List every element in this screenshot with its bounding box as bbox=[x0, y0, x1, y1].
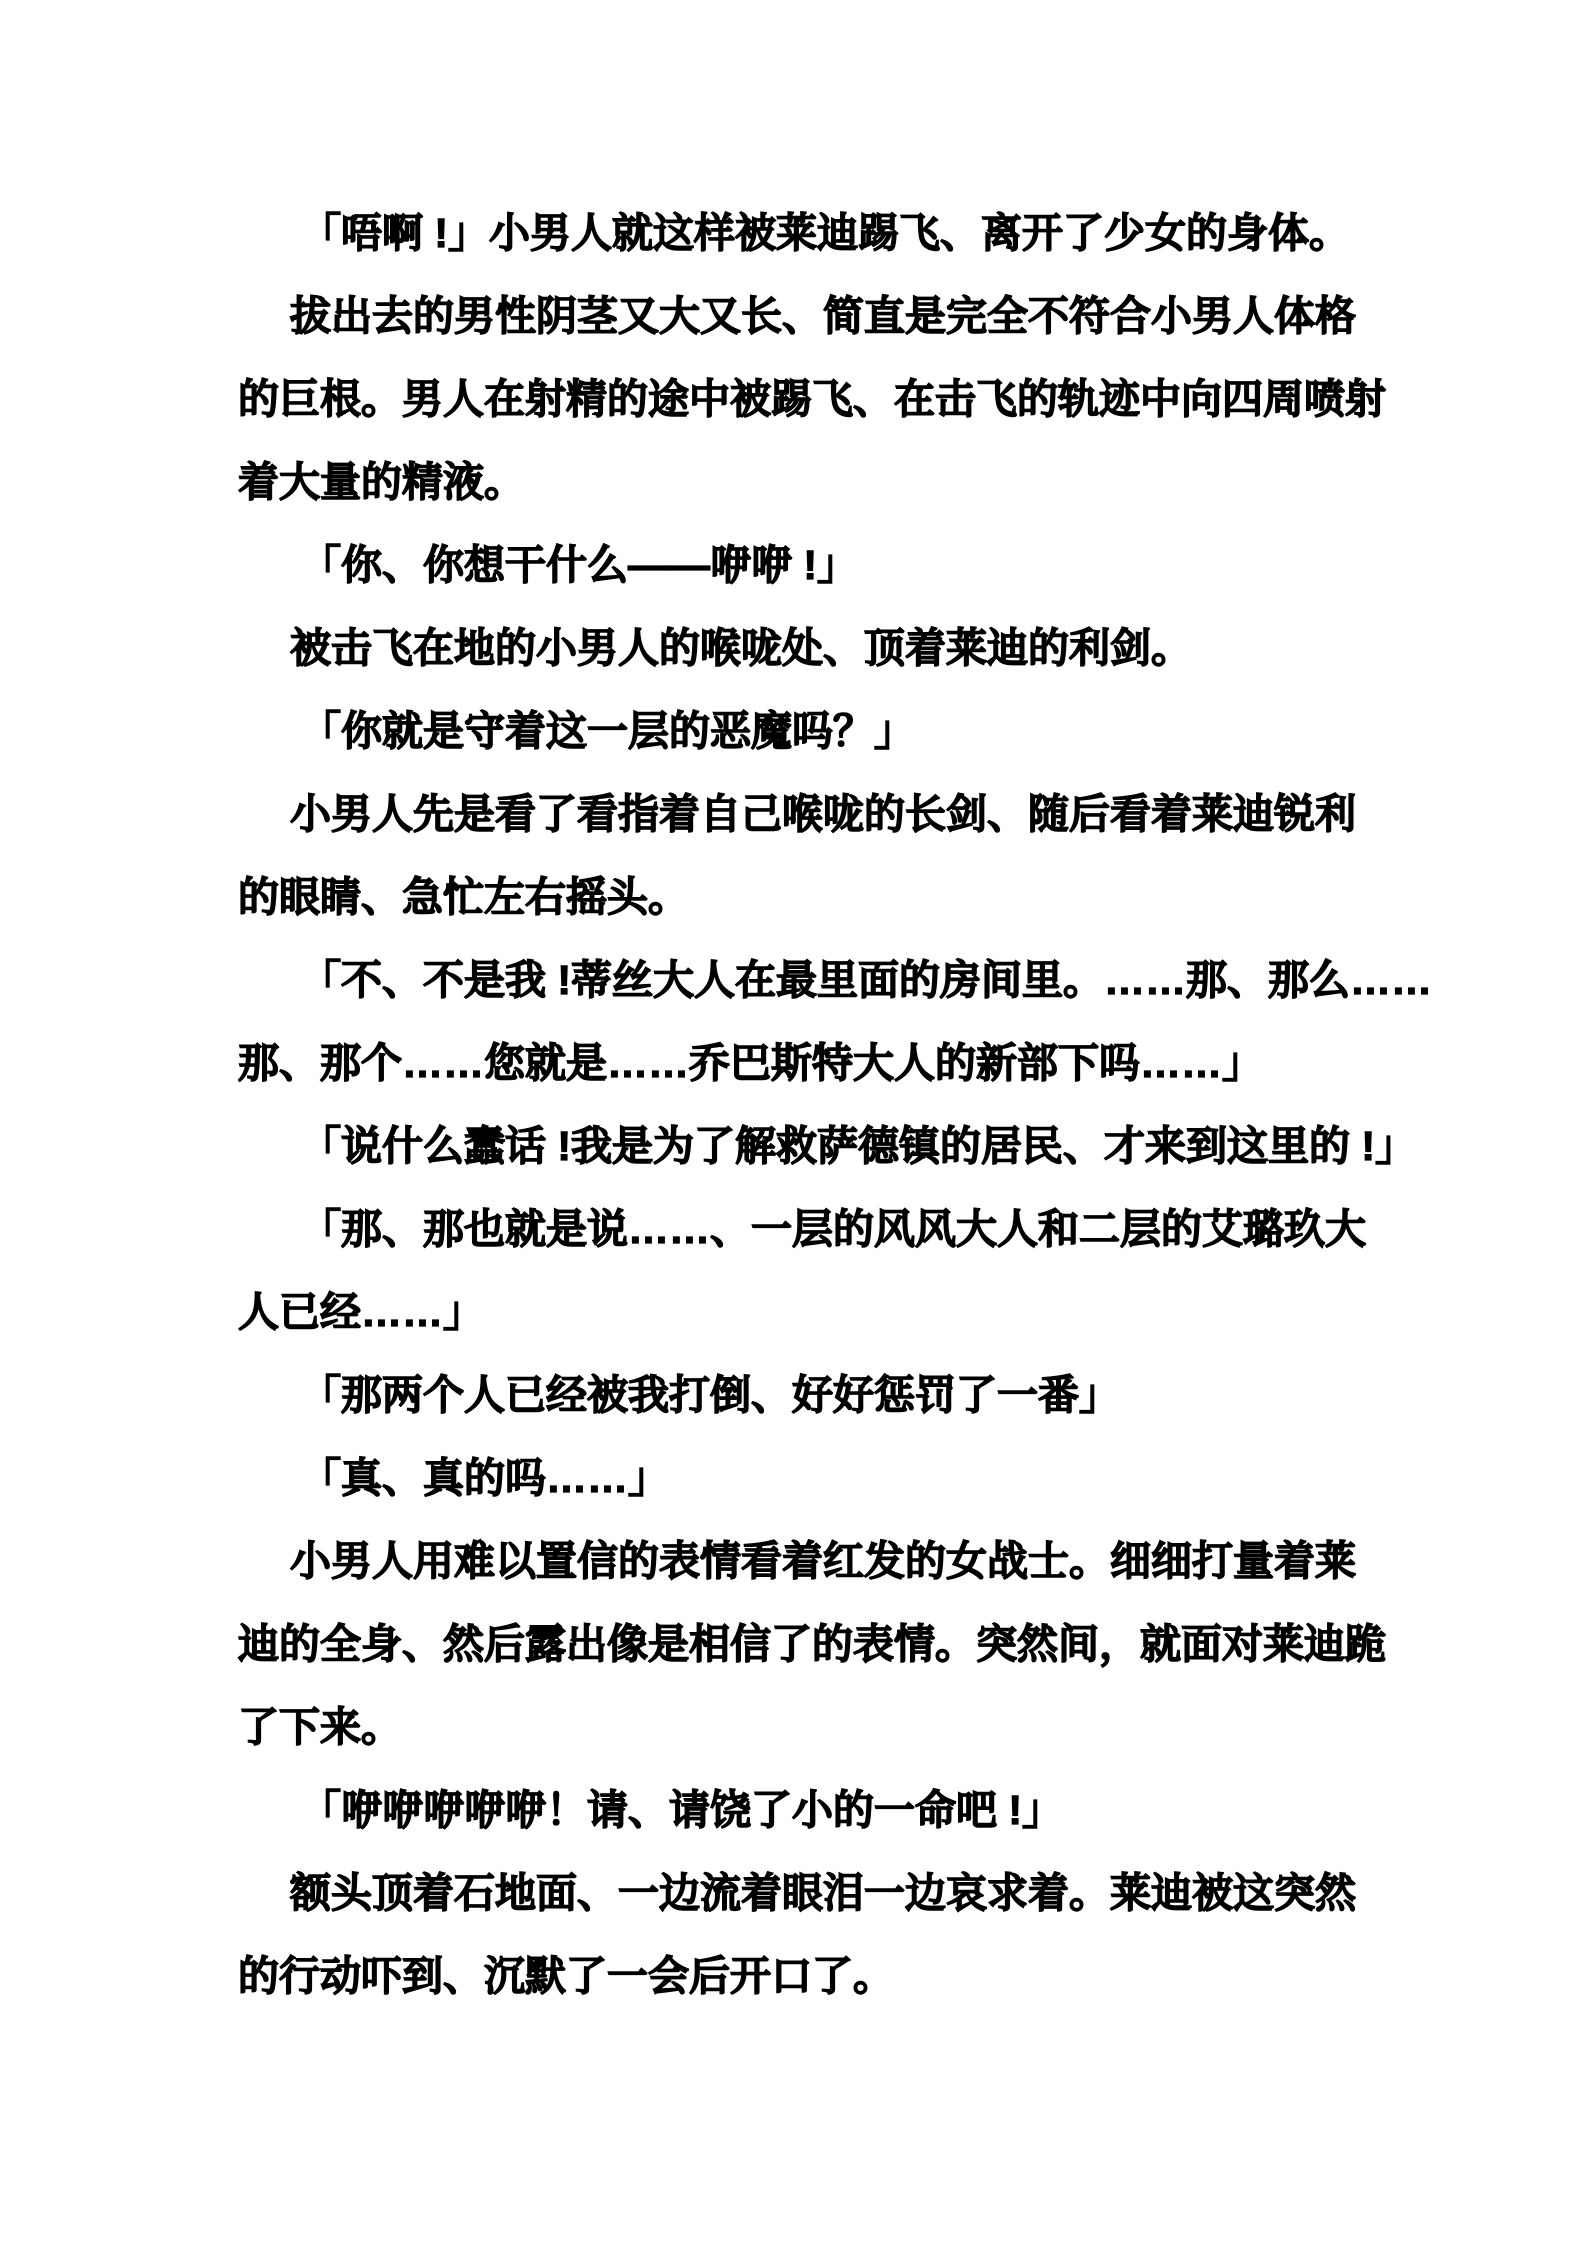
text-line: 的巨根。男人在射精的途中被踢飞、在击飞的轨迹中向四周喷射 bbox=[238, 376, 1386, 422]
text-line: 的眼睛、急忙左右摇头。 bbox=[238, 874, 689, 920]
text-line: 「你就是守着这一层的恶魔吗？」 bbox=[300, 708, 915, 754]
text-line: 「唔啊 !」小男人就这样被莱迪踢飞、离开了少女的身体。 bbox=[300, 210, 1351, 256]
text-line: 小男人用难以置信的表情看着红发的女战士。细细打量着莱 bbox=[290, 1538, 1356, 1584]
text-line: 「真、真的吗……」 bbox=[300, 1455, 669, 1501]
text-line: 小男人先是看了看指着自己喉咙的长剑、随后看着莱迪锐利 bbox=[290, 791, 1356, 837]
text-line: 「那两个人已经被我打倒、好好惩罚了一番」 bbox=[300, 1372, 1120, 1418]
text-line: 了下来。 bbox=[238, 1704, 402, 1750]
text-line: 被击飞在地的小男人的喉咙处、顶着莱迪的利剑。 bbox=[290, 625, 1192, 671]
text-line: 的行动吓到、沉默了一会后开口了。 bbox=[238, 1953, 894, 1999]
text-block bbox=[238, 192, 1438, 2018]
text-line: 拔出去的男性阴茎又大又长、简直是完全不符合小男人体格 bbox=[290, 293, 1356, 339]
text-line: 「不、不是我 !蒂丝大人在最里面的房间里。……那、那么…… bbox=[300, 957, 1433, 1003]
text-line: 「咿咿咿咿咿！请、请饶了小的一命吧 !」 bbox=[300, 1787, 1064, 1833]
text-line: 「那、那也就是说……、一层的风风大人和二层的艾璐玖大 bbox=[300, 1206, 1366, 1252]
text-line: 额头顶着石地面、一边流着眼泪一边哀求着。莱迪被这突然 bbox=[290, 1870, 1356, 1916]
text-line: 那、那个……您就是……乔巴斯特大人的新部下吗……」 bbox=[238, 1040, 1263, 1086]
text-line: 「说什么蠢话 !我是为了解救萨德镇的居民、才来到这里的 !」 bbox=[300, 1123, 1417, 1169]
text-line: 着大量的精液。 bbox=[238, 459, 525, 505]
text-line: 人已经……」 bbox=[238, 1289, 484, 1335]
text-line: 迪的全身、然后露出像是相信了的表情。突然间，就面对莱迪跪 bbox=[238, 1621, 1386, 1667]
text-line: 「你、你想干什么——咿咿 !」 bbox=[300, 542, 859, 588]
